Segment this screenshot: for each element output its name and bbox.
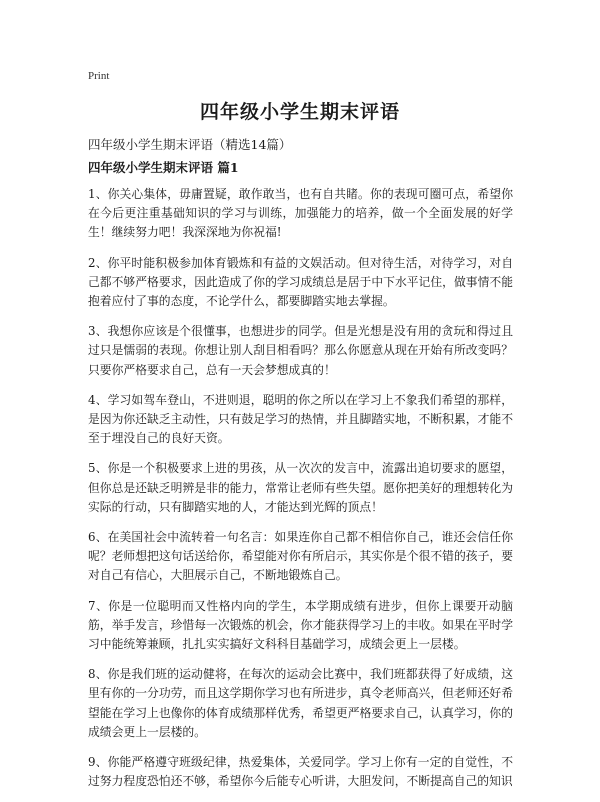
- paragraph: 8、你是我们班的运动健将，在每次的运动会比赛中，我们班都获得了好成绩，这里有你的一分功劳，而且这学期你学习也有所进步，真令老师高兴，但老师还好希望能在学习上也像你的体育成绩那样优秀，希望更严格要求自己，认真学习，你的成绩会更上一层楼的。: [88, 667, 513, 739]
- print-link[interactable]: Print: [88, 70, 110, 82]
- paragraph: 6、在美国社会中流转着一句名言：如果连你自己都不相信你自己，谁还会信任你呢？老师想把这句话送给你，希望能对你有所启示，其实你是个很不错的孩子，要对自己有信心，大胆展示自己，不断地锻炼自己。: [88, 530, 513, 583]
- paragraph: 4、学习如驾车登山，不进则退，聪明的你之所以在学习上不象我们希望的那样，是因为你还缺乏主动性，只有鼓足学习的热情，并且脚踏实地，不断积累，才能不至于埋没自己的良好天资。: [88, 392, 513, 446]
- paragraph-list: [88, 185, 513, 802]
- paragraph: 9、你能严格遵守班级纪律，热爱集体，关爱同学。学习上你有一定的自觉性，不过努力程度恐怕还不够，希望你今后能专心听讲，大胆发问，不断提高自己的知识: [88, 755, 513, 789]
- paragraph: 2、你平时能积极参加体育锻炼和有益的文娱活动。但对待生活，对待学习，对自己都不够严格要求，因此造成了你的学习成绩总是居于中下水平记住，做事情不能抱着应付了事的态度，不论学什么，都要脚踏实地去掌握。: [88, 255, 513, 309]
- paragraph: 3、我想你应该是个很懂事，也想进步的同学。但是光想是没有用的贪玩和得过且过只是懦弱的表现。你想让别人刮目相看吗？那么你愿意从现在开始有所改变吗？只要你严格要求自己，总有一天会梦想成真的！: [88, 324, 513, 377]
- paragraph: 5、你是一个积极要求上进的男孩，从一次次的发言中，流露出追切要求的愿望，但你总是还缺乏明辨是非的能力，常常让老师有些失望。愿你把美好的理想转化为实际的行动，只有脚踏实地的人，才能达到光辉的顶点！: [88, 461, 513, 514]
- page-title: 四年级小学生期末评语: [199, 101, 400, 123]
- section-heading: 四年级小学生期末评语 篇1: [88, 160, 239, 175]
- paragraph: 7、你是一位聪明而又性格内向的学生，本学期成绩有进步，但你上课要开动脑筋，举手发言，珍惜每一次锻炼的机会，你才能获得学习上的丰收。如果在平时学习中能统筹兼顾，扎扎实实搞好文科科目基础学习，成绩会更上一层楼。: [88, 598, 513, 652]
- document-subtitle: 四年级小学生期末评语（精选14篇）: [88, 137, 292, 152]
- paragraph: 1、你关心集体，毋庸置疑，敢作敢当，也有自共睹。你的表现可圈可点，希望你在今后更注重基础知识的学习与训练，加强能力的培养，做一个全面发展的好学生！继续努力吧！我深深地为你祝福!: [88, 187, 513, 240]
